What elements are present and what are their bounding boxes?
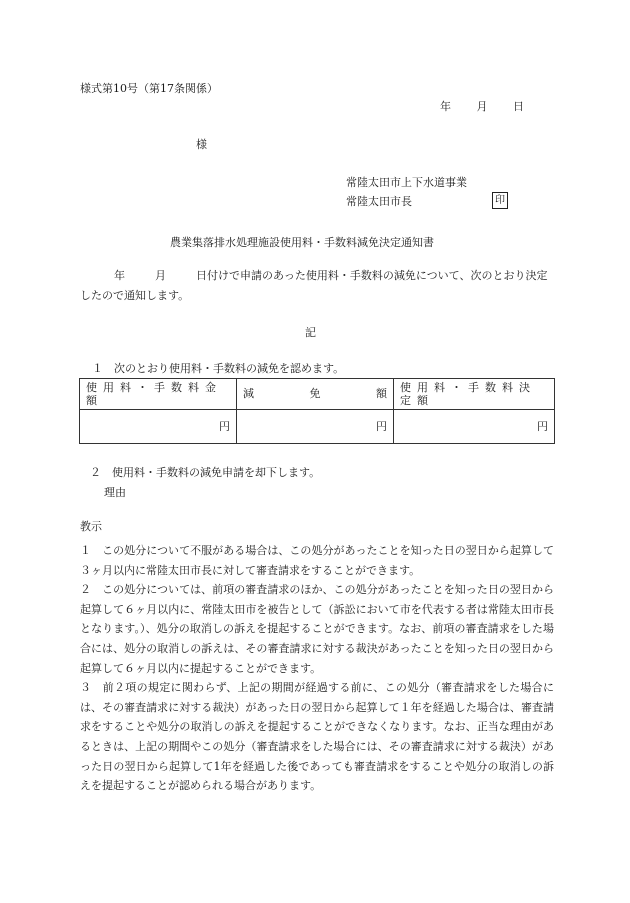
kyoji-item-3: ３ 前２項の規定に関わらず、上記の期間が経過する前に、この処分（審査請求をした場合には、その審査請求に対する裁決）があった日の翌日から起算して１年を経過した場合は、審査請求をすることや処分の取消しの訴えを提起することができなくなります。なお、正当な理由があるときは、上記の期間やこの処分（審査請求をした場合には、その審査請求に対する裁決）があった日の翌日から起算して1年を経過した後であっても審査請求をすることや処分の取消しの訴えを提起することが認められる場合があります。 [80,681,554,793]
header-reduction-char-3: 額 [376,387,387,401]
item-2: ２ 使用料・手数料の減免申請を却下します。 [90,466,321,479]
fee-table-header-row [80,379,555,410]
header-decided-amount: 使用料・手数料決定額 [394,379,555,410]
intro-paragraph [80,266,554,306]
value-decided-amount: 円 [394,410,555,444]
date-line [440,100,546,113]
intro-year: 年 [114,269,125,282]
header-reduction-amount [237,379,394,410]
issuer-organization: 常陸太田市上下水道事業 [346,176,467,189]
header-reduction-char-1: 減 [243,387,254,401]
kyoji-item-1: １ この処分について不服がある場合は、この処分があったことを知った日の翌日から起算して３ヶ月以内に常陸太田市長に対して審査請求をすることができます。 [80,544,554,577]
seal-mark: 印 [492,192,508,209]
fee-table-value-row [80,410,555,444]
issuer-title: 常陸太田市長 [346,195,412,208]
value-reduction-amount: 円 [237,410,394,444]
header-reduction-char-2: 免 [309,387,321,401]
item-1: １ 次のとおり使用料・手数料の減免を認めます。 [92,362,345,375]
date-month: 月 [476,100,488,113]
kyoji-item-2: ２ この処分については、前項の審査請求のほか、この処分があったことを知った日の翌日から起算して６ヶ月以内に、常陸太田市を被告として（訴訟において市を代表する者は常陸太田市長となります。）、処分の取消しの訴えを提起することができます。なお、前項の審査請求をした場合には、処分の取消しの訴えは、その審査請求に対する裁決があったことを知った日の翌日から起算して６ヶ月以内に提起することができます。 [80,583,554,675]
date-year: 年 [440,100,451,113]
reason-label: 理由 [104,486,126,499]
intro-text: 日付けで申請のあった使用料・手数料の減免について、次のとおり決定したので通知します。 [80,269,548,302]
kyoji-section [80,541,554,796]
date-day: 日 [513,100,524,113]
addressee-suffix: 様 [196,138,207,151]
document-title: 農業集落排水処理施設使用料・手数料減免決定通知書 [170,236,434,249]
fee-table [79,378,555,444]
form-number: 様式第10号（第17条関係） [80,82,218,95]
value-fee-amount: 円 [80,410,237,444]
kyoji-title: 教示 [80,520,102,533]
intro-month: 月 [155,269,166,282]
header-fee-amount: 使用料・手数料金額 [80,379,237,410]
ki-heading: 記 [305,326,316,339]
